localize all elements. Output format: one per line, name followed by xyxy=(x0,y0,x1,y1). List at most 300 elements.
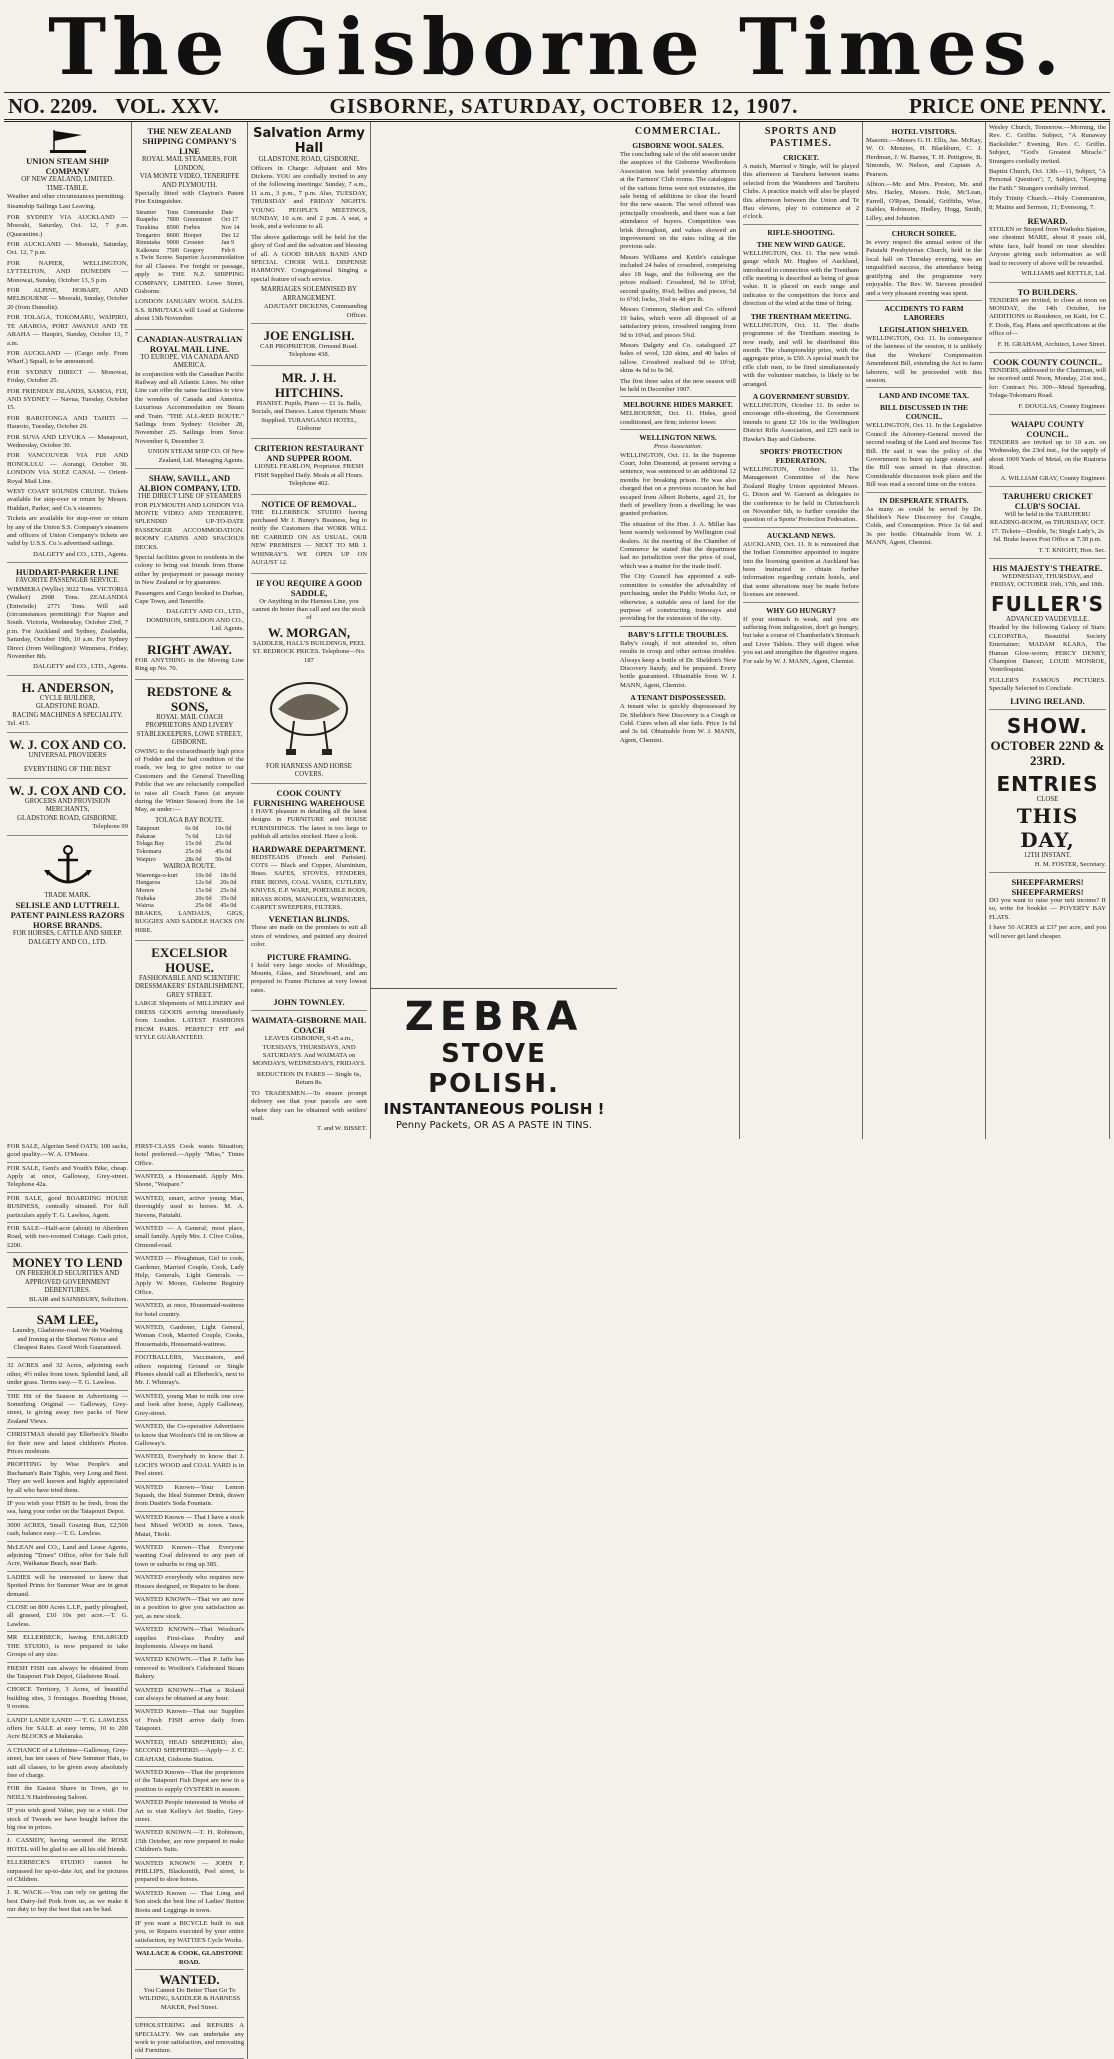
price: PRICE ONE PENNY. xyxy=(909,93,1106,118)
venetian-text: These are made on the premises to suit all sizes of windows, and painted any desired color. xyxy=(251,924,367,949)
table-cell: 15s 0d xyxy=(195,886,212,894)
article-heading: IN DESPERATE STRAITS. xyxy=(879,495,969,505)
flag-icon xyxy=(48,128,88,154)
shaw-subtitle: THE DIRECT LINE OF STEAMERS xyxy=(137,493,242,501)
morgan-title: W. MORGAN, xyxy=(267,624,351,640)
wanted-ad: WANTED Known — That Long and Son stock the best line of Ladies' Button Boots and Leggings in town. xyxy=(135,1888,244,1918)
hardware-text: BEDSTEADS (French and Parisian). COTS — Black and Copper, Aluminium, Brass. SAFES, STOVES, FENDERS, FIRE IRONS, COAL VASES, CUTLERY, KNIVES, E.P. WARE, PORTABLE RODS, BRASS RODS, MANGLES, WRINGERS, CARPET SWEEPERS, FILTERS. xyxy=(251,853,367,911)
table-cell: 20s 0d xyxy=(195,894,212,902)
wanted-ad: WANTED KNOWN—That a Roland can always be obtained at any hour. xyxy=(135,1685,244,1707)
article-subheading: LEGISLATION SHELVED. xyxy=(879,324,969,334)
wilding-text: You Cannot Do Better Than Go To WILDING, SADDLER & HARNESS MAKER, Peel Street. xyxy=(138,1987,241,2011)
table-row xyxy=(135,247,244,255)
theatre-title: HIS MAJESTY'S THEATRE. xyxy=(992,563,1103,574)
wjc-name: W. J. COX AND CO. xyxy=(9,782,126,798)
anderson-line: CYCLE BUILDER, xyxy=(39,694,96,702)
table-cell: 25s 0d xyxy=(215,840,232,848)
instant-label: 12TH INSTANT. xyxy=(1023,852,1072,860)
shaw-title: SHAW, SAVILL, AND ALBION COMPANY, LTD. xyxy=(138,473,241,494)
sailing-table xyxy=(135,209,244,255)
classified-ad: FOR the Easiest Shave in Town, go to NEILL'S Hairdressing Saloon. xyxy=(7,1783,128,1805)
hitchins-ad xyxy=(251,368,367,440)
wj-cox-ad-1 xyxy=(7,735,128,779)
salvation-text: Officers in Charge: Adjutant and Mrs Dickens. YOU are cordially invited to any of the following meetings: Sunday, 7 a.m., 11 a.m., 3 p.m., 7 p.m. Also, TUESDAY, THURSDAY and FRIDAY NIGHTS. YOUNG PEOPLE'S MEETINGS, SUNDAY, 10 a.m. and 2 p.m. A seat, a book, and a welcome to all. xyxy=(251,164,367,231)
table-cell: Tatapouri xyxy=(136,825,160,833)
table-cell: Nov 14 xyxy=(221,224,240,231)
table-cell: Hooper xyxy=(183,231,202,239)
article-heading: SPORTS' PROTECTION FEDERATION. xyxy=(759,446,843,465)
table-cell: Tolaga Bay xyxy=(136,840,165,848)
article-paragraph: The City Council has appointed a sub-committee to consider the advisability of purchasing, under the Public Works Act, or otherwise, a suitable area of land for the purpose of constructing tramways and providing for the extension of the city. xyxy=(620,573,736,623)
article-paragraph: WELLINGTON, Oct. 11. In the Legislative Council the Attorney-General moved the second reading of the Land and Income Tax Bill. He said it was the policy of the Government to burst up large estates, and the Bill was aimed in that direction. Considerable discussion took place and the Bill was read a second time on the voices. xyxy=(866,422,982,489)
wanted-ad: WANTED KNOWN — JOHN F. PHILLIPS, Blacksmith, Peel street, is prepared to shoe horses. xyxy=(135,1858,244,1888)
timetable-heading: TIME-TABLE. xyxy=(46,184,89,192)
classified-ad: J. R. WACK.—You can rely on getting the best Dairy-fed Pork from us, as we make it our duty to buy the best that can be had. xyxy=(7,1887,128,1917)
newspaper-title: The Gisborne Times. xyxy=(48,2,1066,93)
zebra-tagline: INSTANTANEOUS POLISH ! xyxy=(383,1099,605,1118)
wanted-ad: WALLACE & COOK, GLADSTONE ROAD. xyxy=(135,1948,244,1970)
classified-ad: PROFITING by Wise People's and Buchanan's Rain Tights, very Long and Best. They are well known and highly appreciated by all who have tried them. xyxy=(7,1459,128,1498)
classified-ad: FOR SALE, Algerian Seed OATS; 100 sacks, good quality.—W. A. O'Meara. xyxy=(7,1141,128,1163)
article-heading: BABY'S LITTLE TROUBLES. xyxy=(628,629,728,639)
article-paragraph: Masonic.—Messrs G. H. Ellis, Jas. McKay, W. O. Menzies, H. Blackburn, C. J. Herdman, J. W. Barnes, T. H. Pettigrew, B. Simonds, W. Nelson, and Captain A. Pearson. xyxy=(866,137,982,178)
article-heading: HOTEL VISITORS. xyxy=(891,127,957,136)
church-notice: Holy Trinity Church.—Holy Communion, 8; Matins and Sermon, 11; Evensong, 7. xyxy=(989,195,1106,211)
wanted-ad: WANTED Known—That Everyone wanting Coal delivered to any part of town or suburbs to ring up 385. xyxy=(135,1542,244,1572)
press-association: Press Association. xyxy=(653,443,703,451)
wanted-ad: WANTED KNOWN.—That P. Jaffe has removed to Woolton's Celebrated Steam Bakery. xyxy=(135,1654,244,1684)
table-cell: Jan 9 xyxy=(221,239,235,247)
table-cell: 18s 0d xyxy=(220,871,237,879)
wanted-ad: WANTED — Ploughman, Girl to cook, Gardener, Married Couple, Cook, Lady Help, Generals, Light Generals. — Apply W. Moore, Gisborne Registry Office. xyxy=(135,1253,244,1300)
reward-title: REWARD. xyxy=(1027,216,1068,227)
waimata-title: WAIMATA-GISBORNE MAIL COACH xyxy=(251,1015,367,1036)
classified-ad: THE Hit of the Season in Advertising — Something Original — Galloway, Grey-street, is giving away two packs of New Zealand Views. xyxy=(7,1391,128,1430)
classified-ad: CHOICE Territory, 3 Acres, of beautiful building sites, 3 frontages. Boarding House, 9 rooms. xyxy=(7,1684,128,1714)
hp-title: HUDDART-PARKER LINE xyxy=(16,567,119,578)
table-cell: 45s 0d xyxy=(220,902,237,910)
wanted-ad: WANTED, smart, active young Man, thoroughly used to horses. M. A. Stevens, Patutahi. xyxy=(135,1193,244,1223)
table-row xyxy=(135,856,244,864)
table-cell: Morere xyxy=(136,886,155,894)
table-cell: 8600 xyxy=(166,231,179,239)
classified-ad: IF you wish good Value, pay us a visit. Our stock of Tweeds we have bought before the big rise in prices. xyxy=(7,1805,128,1835)
sailing-line: WEST COAST SOUNDS CRUISE. Tickets available for stop-over or return by Messrs. Huddart, Parker, and Co.'s steamers. xyxy=(7,488,128,512)
fullers-ad xyxy=(989,561,1106,710)
article-heading: THE TRENTHAM MEETING. xyxy=(750,311,852,321)
zebra-subtitle: STOVE POLISH. xyxy=(428,1038,560,1099)
table-cell: 7800 xyxy=(166,216,179,224)
column-7 xyxy=(986,122,1110,1139)
table-cell: Tokomaru xyxy=(136,848,162,856)
wilding-ad xyxy=(135,1970,244,2018)
table-cell: 25s 0d xyxy=(220,886,237,894)
living-ireland: LIVING IRELAND. xyxy=(1010,695,1085,706)
weather-note: Weather and other circumstances permitting. xyxy=(7,193,125,200)
article-heading: RIFLE-SHOOTING. xyxy=(767,227,835,237)
sam-lee-ad xyxy=(7,1310,128,1358)
table-row xyxy=(135,848,244,856)
sailing-line: FOR TOLAGA, TOKOMARU, WAIPIRO, TE ARAROA, PORT AWANUI AND TE ARAHA — Haupiri, Sunday, October 13, 7 a.m. xyxy=(7,314,128,347)
waimata-coach-ad xyxy=(251,1013,367,1136)
anderson-line: RACING MACHINES A SPECIALITY. xyxy=(12,711,123,719)
article-subheading: BILL DISCUSSED IN THE COUNCIL. xyxy=(880,403,968,422)
table-cell: 20s 0d xyxy=(220,879,237,887)
usco-subtitle: OF NEW ZEALAND, LIMITED. xyxy=(21,176,114,183)
table-cell: Pakarae xyxy=(136,832,156,840)
shaw-savill-ad xyxy=(135,471,244,638)
taruheru-text: Will be held in the TARUHERU READING-ROOM, on THURSDAY, OCT. 17. Tickets—Double, 5s; Single Lady's, 2s 6d. Brake leaves Post Office at 7.30 p.m. xyxy=(989,511,1106,544)
issue-number: NO. 2209. xyxy=(8,93,98,118)
zebra-title: ZEBRA xyxy=(404,993,584,1040)
wanted-ad: WANTED Known—Your Lemon Squash, the Ideal Summer Drink, drawn from Dustin's Soda Fountain. xyxy=(135,1482,244,1512)
article-paragraph: Albion.—Mr. and Mrs. Preston, Mr. and Mrs. Harley, Messrs. Hole, Mc'Lean, Farrell, O'Ryan, Donald, Griffiths, Wise, Stables, Robinson, Hedley, Hogg, Smith, Lilley, and Johnston. xyxy=(866,181,982,222)
article-paragraph: Messrs Dalgety and Co. catalogued 27 bales of wool, 120 skins, and 40 bales of tallow. Crossbred realised 9d to 10½d; skins 4s 6d to 6s 9d. xyxy=(620,341,736,375)
salvation-text: The above gatherings will be held for the glory of God and the salvation and blessing of all. A GOOD BRASS BAND AND SPECIAL CHOIR WILL DISPENSE HARMONY. Congregational Singing a special feature of each service. xyxy=(251,233,367,283)
table-row xyxy=(135,216,244,224)
cook-council-ad xyxy=(989,355,1106,415)
article-paragraph: The situation of the Hon. J. A. Millar has been warmly welcomed by Wellington coal dealers. At the meeting of the Chamber of Commerce he stated that the department had no jurisdiction over the price of coal, which was a matter for the trade itself. xyxy=(620,520,736,570)
article-paragraph: WELLINGTON, Oct. 11. The new wind-gauge which Mr. Hughes of Auckland, introduced in connection with the Trentham rifle meeting is described as being of great value. It is placed on each range and indicates to the competitors the force and direction of the wind at the time of firing. xyxy=(743,249,859,308)
show-sig: H. M. FOSTER, Secretary. xyxy=(1034,860,1106,868)
article-paragraph: Messrs Williams and Kettle's catalogue included 24 bales of crossbred, comprising also 18 bags, and the following are the prices realised: Crossbred, 9d to 10½d; second quality, 8¼d; bellies and pieces, 5d to 6½d; locks, 3¼d to 4d per lb. xyxy=(620,253,736,303)
wanted-ad: FOOTBALLERS, Vaccinators, and others requiring Ground or Single Phones should call at Ellerbeck's, next to Mr. J. Whinray's. xyxy=(135,1352,244,1391)
wjc-line: UNIVERSAL PROVIDERS xyxy=(28,751,107,759)
sheepfarmers-title: SHEEPFARMERS! SHEEPFARMERS! xyxy=(1011,877,1084,897)
article-paragraph: If your stomach is weak, and you are suffering from indigestion, don't go hungry, but take a course of Chamberlain's Stomach and Liver Tablets. They will digest what you eat and strengthen the digestive organs. For sale by W. J. MANN, Agent, Chemist. xyxy=(743,615,859,665)
cook-council-text: TENDERS, addressed to the Chairman, will be received until Noon, Monday, 21st inst., for: Contract No. 300—Metal Spreading, Tolaga-Tokomaru Road. xyxy=(989,366,1106,400)
classified-ad: ELLERBECK'S STUDIO cannot be surpassed for up-to-date Art, and for pictures of Children. xyxy=(7,1857,128,1887)
removal-ad xyxy=(251,497,367,574)
wanted-ad: WANTED, Everybody to know that J. LOCH'S WOOD and COAL YARD is in Peel street. xyxy=(135,1451,244,1481)
zebra-packaging: Penny Packets, OR AS A PASTE IN TINS. xyxy=(395,1119,593,1131)
reward-ad xyxy=(989,214,1106,282)
wanted-ad: WANTED, Gardener, Light General, Woman Cook, Married Couple, Cooks, Housemaids, Housemaid-waitress. xyxy=(135,1322,244,1352)
framing-text: I hold very large stocks of Mouldings, Mounts, Glass, and Strawboard, and am prepared to Frame Pictures at very lowest rates. xyxy=(251,961,367,994)
table-cell: 7500 xyxy=(166,246,179,254)
salvation-title: Salvation Army Hall xyxy=(253,126,365,156)
classified-ad: CLOSE on 800 Acres L.I.P., partly ploughed, all grassed, £10 10s per acre.—T. G. Lawless. xyxy=(7,1602,128,1632)
article-paragraph: WELLINGTON, October 11. The Management Committee of the New Zealand Rugby Union appointed Messrs. G. Dixon and W. Garrard as delegates to the conference to be held in Christchurch on November 6th, to further consider the question of a Sports' Protection Federation. xyxy=(743,465,859,524)
nz-via: VIA MONTE VIDEO, TENERIFFE AND PLYMOUTH. xyxy=(139,173,240,189)
townley-sig: JOHN TOWNLEY. xyxy=(273,997,345,1008)
money-sig: BLAIR and SAINSBURY, Solicitors. xyxy=(29,1295,128,1303)
anderson-name: H. ANDERSON, xyxy=(21,679,114,695)
salisle-line: FOR HORSES, CATTLE AND SHEEP. DALGETY AND CO., LTD. xyxy=(12,930,123,946)
table-row xyxy=(135,887,244,895)
table-cell: 35s 0d xyxy=(220,894,237,902)
removal-text: THE ELLERBECK STUDIO having purchased Mr J. Bunny's Business, beg to notify the Customers that WORK WILL BE CARRIED ON AS USUAL. OUR NEW PREMISES — NEXT TO MR J. WHINRAY'S. WE OPEN UP ON AUGUST 12. xyxy=(251,508,367,567)
sailing-line: FOR ALPINE, HOBART, AND MELBOURNE — Moeraki, Sunday, October 20 (from Dunedin). xyxy=(7,287,128,311)
cook-county-text: I HAVE pleasure in detailing all the latest designs in FURNITURE and HOUSE FURNISHINGS. The latest is too large to publish all articles stocked. Have a look. xyxy=(251,807,367,841)
money-title: MONEY TO LEND xyxy=(12,1255,123,1271)
table-header: Commander xyxy=(183,208,214,216)
removal-title: NOTICE OF REMOVAL. xyxy=(261,498,357,509)
shaw-agent: DALGETY AND CO., LTD., DOMINION, SHELDON AND CO., Ltd. Agents. xyxy=(146,608,244,633)
table-cell: Turakina xyxy=(136,224,159,231)
classified-ad: FOR SALE, Gent's and Youth's Bike, cheap. Apply at once, Galloway, Grey-street. Telephone 42a. xyxy=(7,1163,128,1193)
salisle-title: SELISLE AND LUTTRELL PATENT PAINLESS RAZORS HORSE BRANDS. xyxy=(10,900,125,931)
nz-lit: Specially fitted with Clayton's Patent Fire Extinguisher. xyxy=(135,190,244,206)
wanted-ad: WANTED — A General; most place, small family. Apply Mrs. J. Clive Colins, Ormond-road. xyxy=(135,1223,244,1253)
table-cell: 15s 0d xyxy=(185,840,202,848)
wanted-ad: WANTED People interested in Works of Art to visit Kelley's Art Studio, Grey-street. xyxy=(135,1797,244,1827)
sailing-line: Steamship Sailings Last Leaving. xyxy=(7,203,96,211)
waimata-sig: T. and W. BISSET. xyxy=(317,1125,367,1133)
sailing-line: FOR NAPIER, WELLINGTON, LYTTELTON, AND DUNEDIN — Monowai, Sunday, October 13, 5 p.m. xyxy=(7,259,128,284)
table-cell: Nuhaka xyxy=(136,894,156,902)
volume-number: VOL. XXV. xyxy=(115,93,219,118)
shaw-text: FOR PLYMOUTH AND LONDON VIA MONTE VIDEO AND TENERIFFE. SPLENDID UP-TO-DATE PASSENGER ACCOMMODATION. ROOMY CABINS AND SPACIOUS DECKS. xyxy=(135,501,244,551)
article-heading: WELLINGTON NEWS. xyxy=(639,433,717,443)
table-cell: 9000 xyxy=(166,239,179,247)
wanted-ad: IF you want a BICYCLE built to suit you, or Repairs executed by your entire satisfaction, try WATTIE'S Cycle Works. xyxy=(135,1918,244,1948)
article-heading: MELBOURNE HIDES MARKET. xyxy=(623,400,733,410)
table-header: Tons xyxy=(166,208,179,216)
show-dates: OCTOBER 22ND & 23RD. xyxy=(990,737,1105,768)
hardware-title: HARDWARE DEPARTMENT. xyxy=(252,843,366,854)
article-heading: WHY GO HUNGRY? xyxy=(766,605,836,615)
table-cell: Waipiro xyxy=(136,855,156,863)
masthead xyxy=(4,4,1110,93)
table-cell: Crossier xyxy=(183,239,204,247)
article-paragraph: The concluding sale of the old season under the auspices of the Gisborne Woolbrokers Association was held yesterday afternoon at the Farmers' Club rooms. The catalogues of the various firms were not extensive, the sale being of additions to clear the board for the new season. The wool offered was principally crossbreds, and there was a fair attendance of buyers. Competition was brisk throughout, and values showed an improvement on the rates ruling at the previous sale. xyxy=(620,151,736,251)
cook-council-title: COOK COUNTY COUNCIL. xyxy=(992,356,1102,367)
money-to-lend-ad xyxy=(7,1253,128,1308)
wanted-ad: WANTED KNOWN—That we are now in a position to give you satisfaction as yet, as new stock. xyxy=(135,1594,244,1624)
taruheru-title: TARUHERU CRICKET CLUB'S SOCIAL xyxy=(1002,491,1093,511)
table-cell: 28s 0d xyxy=(185,855,202,863)
fullers-text: Headed by the following Galaxy of Stars: CLEOPATRA, Beautiful Society Entertainer; MADAM KLARA, The Human Glow-worm; PERCY DENBY, Champion Dancer; LOUIE MONROE, Ventriloquist. xyxy=(989,624,1106,674)
close-label: CLOSE xyxy=(1036,795,1059,803)
salvation-army-ad xyxy=(251,124,367,324)
classified-ad: A CHANCE of a Lifetime—Galloway, Grey-street, has ten cases of New Summer Hats, to suit all classes, to be given away absolutely free of charge. xyxy=(7,1745,128,1784)
salvation-sig: ADJUTANT DICKENS, Commanding Officer. xyxy=(263,303,367,319)
columns xyxy=(4,122,1110,2055)
table-cell: 45s 0d xyxy=(215,848,232,856)
article-paragraph: Baby's cough, if not attended to, often results in croup and other serious troubles. Always keep a bottle of Dr. Sheldon's New Discovery handy, and be prepared. Every bottle guaranteed. Obtainable from W. J. MANN, Agent, Chemist. xyxy=(620,639,736,689)
hp-subtitle: FAVORITE PASSENGER SERVICE. xyxy=(15,577,120,585)
article-paragraph: As many as could be served by Dr. Sheldon's New Discovery for Coughs, Colds, and Consumption. Price 1s 6d and 3s per bottle. Obtainable from W. J. MANN, Agent, Chemist. xyxy=(866,505,982,547)
column-4 xyxy=(617,122,740,1139)
waimata-text: REDUCTION IN FARES — Single 6s, Return 8s. xyxy=(256,1070,362,1087)
table-cell: Wairoa xyxy=(136,902,154,910)
table-cell: Dec 12 xyxy=(221,231,239,239)
table-cell: 8500 xyxy=(166,224,179,231)
builders-ad xyxy=(989,285,1106,353)
cpr-agent: UNION STEAM SHIP CO. Of New Zealand, Ltd. Managing Agents. xyxy=(147,448,244,464)
article-paragraph: WELLINGTON, Oct. 11. The drafts programme of the Trentham meeting is now ready, and will be distributed this month. The championship prize, with the aggregate prize, is £50. A special match for rifle club men, to be fired simultaneously with the volunteer matches, is likely to be arranged. xyxy=(743,321,859,388)
sailing-line: FOR SUVA AND LEVUKA — Manapouri, Wednesday, October 30. xyxy=(7,433,128,449)
builders-title: TO BUILDERS. xyxy=(1017,286,1078,297)
cpr-title: CANADIAN-AUSTRALIAN ROYAL MAIL LINE. xyxy=(136,333,243,354)
column-6 xyxy=(863,122,986,1139)
anchor-trademark-icon xyxy=(38,844,98,888)
classified-ad: MR ELLERBECK, having ENLARGED THE STUDIO, is now prepared to take Groups of any size. xyxy=(7,1632,128,1662)
wj-cox-ad-2 xyxy=(7,781,128,836)
venetian-title: VENETIAN BLINDS. xyxy=(268,914,350,925)
wjc-tel: Telephone 99 xyxy=(92,823,128,831)
excelsior-subtitle: FASHIONABLE AND SCIENTIFIC DRESSMAKERS' ESTABLISHMENT, GREY STREET. xyxy=(135,974,244,999)
table-cell: 25s 0d xyxy=(185,848,202,856)
table-cell: 50s 0d xyxy=(215,855,232,863)
classified-ad: 32 ACRES and 32 Acres, adjoining each other, 4½ miles from town. Splendid land, all under grass. Terms easy.—T. G. Lawless. xyxy=(7,1360,128,1390)
shaw-text: Special facilities given to residents in the colony to bring out friends from Home either by prepayment or passage money in New Zealand or by guarantee. xyxy=(135,554,244,587)
table-cell: Gregory xyxy=(183,246,204,254)
reward-text: STOLEN or Strayed from Waikohu Station, one chestnut MARE, about 8 years old, white face, half brand on near shoulder. Anyone giving such information as will lead to recovery of above will be rewarded. xyxy=(989,226,1106,267)
column-3 xyxy=(248,122,371,1139)
samlee-text: Laundry, Gladstone-road. We do Washing and Ironing at the Shortest Notice and Cheapest Rates. Good Work Guaranteed. xyxy=(12,1327,123,1351)
article-heading: CHURCH SOIREE. xyxy=(891,229,957,239)
article-subheading: THE NEW WIND GAUGE. xyxy=(756,239,846,249)
table-cell: Oct 17 xyxy=(221,216,238,224)
table-cell: 7s 6d xyxy=(185,832,199,840)
wjc-line: GROCERS AND PROVISION MERCHANTS, xyxy=(24,797,111,814)
morgan-text: SADDLER, HALL'S BUILDINGS, PEEL ST. REDROCK PRICES. Telephone—No. 187 xyxy=(252,639,366,664)
criterion-text: LIONEL FEARLON, Proprietor. FRESH FISH Supplied Daily. Meals at all Hours. Telephone 402. xyxy=(254,463,364,488)
joe-english-ad xyxy=(251,326,367,366)
article-paragraph: Messrs Common, Shelton and Co. offered 19 bales, which were all disposed of at satisfactory prices, crossbred ranging from 9d to 10¼d, and pieces 5¾d. xyxy=(620,306,736,339)
hitchins-title: MR. J. H. HITCHINS. xyxy=(274,369,344,400)
redstone-subtitle: ROYAL MAIL COACH PROPRIETORS AND LIVERY STABLEKEEPERS, LOWE STREET, GISBORNE. xyxy=(136,713,243,746)
sheepfarmers-ad xyxy=(989,875,1106,946)
criterion-title: CRITERION RESTAURANT AND SUPPER ROOM. xyxy=(254,443,364,464)
right-away-title: RIGHT AWAY. xyxy=(147,641,232,657)
waimata-text: TO TRADESMEN.—To ensure prompt delivery see that your parcels are sent where they can be obtained with settlers' mail. xyxy=(251,1089,367,1122)
table-cell: 12s 6d xyxy=(195,879,212,887)
waimata-text: LEAVES GISBORNE, 9.45 a.m., TUESDAYS, THURSDAYS, AND SATURDAYS. And WAIMATA on MONDAYS, WEDNESDAYS, FRIDAYS. xyxy=(252,1035,366,1068)
church-notice: Baptist Church, Oct. 13th.—11, Subject, "A Personal Question"; 7, Subject, "Keeping the Faith." Strangers cordially invited. xyxy=(989,168,1106,192)
issue-date: GISBORNE, SATURDAY, OCTOBER 12, 1907. xyxy=(329,93,799,118)
huddart-parker-ad xyxy=(7,565,128,676)
table-row xyxy=(135,239,244,247)
usco-title: UNION STEAM SHIP COMPANY xyxy=(26,156,109,176)
section-heading-sports: SPORTS AND PASTIMES. xyxy=(764,126,838,149)
classified-ad: CHRISTMAS should pay Ellerbeck's Studio for their new and latest children's Photos. Prices moderate. xyxy=(7,1429,128,1459)
saddle-heading: IF YOU REQUIRE A GOOD SADDLE, xyxy=(255,577,363,598)
usco-agents: DALGETY and CO., LTD., Agents. xyxy=(33,550,128,558)
table-row xyxy=(135,879,244,887)
redstone-title: REDSTONE & SONS, xyxy=(146,683,233,714)
taruheru-social-ad xyxy=(989,489,1106,559)
table-cell: Waerenga-o-kuri xyxy=(136,871,178,879)
table-cell: Hangaroa xyxy=(136,879,161,887)
samlee-title: SAM LEE, xyxy=(36,1312,99,1328)
article-heading: GISBORNE WOOL SALES. xyxy=(632,141,724,150)
canadian-australian-ad xyxy=(135,332,244,469)
excelsior-text: LARGE Shipments of MILLINERY and DRESS GOODS arriving immediately from London. LATEST FASHIONS FROM PARIS. PERFECT FIT and STYLE GUARANTEED. xyxy=(135,1000,244,1042)
table-row xyxy=(135,825,244,833)
excelsior-title: EXCELSIOR HOUSE. xyxy=(151,944,228,975)
sailing-line: FOR SYDNEY VIA AUCKLAND — Moeraki, Saturday, Oct. 12, 7 p.m. (Quarantine.) xyxy=(7,213,128,238)
newspaper-page xyxy=(4,2,1110,2055)
wanted-ad: FIRST-CLASS Cook wants Situation; hotel preferred.—Apply "Miss," Times Office. xyxy=(135,1141,244,1171)
union-steamship-ad xyxy=(7,124,128,563)
classified-ad: LAND! LAND! LAND! — T. G. LAWLESS offers for SALE at easy terms, 10 to 200 Acre BLOCKS at Makaraka. xyxy=(7,1715,128,1745)
column-2 xyxy=(132,122,248,1139)
money-text: ON FREEHOLD SECURITIES AND APPROVED GOVERNMENT DEBENTURES. xyxy=(15,1270,120,1295)
wilding-title: WANTED. xyxy=(159,1972,220,1988)
table-row xyxy=(135,840,244,848)
classified-ad: FOR SALE—Half-acre (about) in Aberdeen Road, with two-roomed Cottage. Cash price, £200. xyxy=(7,1223,128,1253)
waiapu-sig: A. WILLIAM GRAY, County Engineer. xyxy=(1000,474,1106,482)
article-heading: A GOVERNMENT SUBSIDY. xyxy=(752,391,850,401)
builders-sig: F. H. GRAHAM, Architect, Lowe Street. xyxy=(997,340,1106,348)
sheepfarmers-text: I have 50 ACRES at £37 per acre, and you will never get land cheaper. xyxy=(989,924,1106,940)
waiapu-text: TENDERS are invited up to 10 a.m. on Wednesday, the 23rd inst., for the supply of about 1000 Yards of Metal, on the Ruatoria Road. xyxy=(989,438,1106,472)
reward-sig: WILLIAMS and KETTLE, Ltd. xyxy=(1021,270,1106,278)
wjc-line: EVERYTHING OF THE BEST xyxy=(24,766,111,774)
framing-title: PICTURE FRAMING. xyxy=(266,951,352,962)
joe-title: JOE ENGLISH. xyxy=(263,328,355,343)
fare-table xyxy=(135,872,244,910)
fullers-text: FULLER'S FAMOUS PICTURES. Specially Selected to Conclude. xyxy=(989,676,1106,693)
sailing-line: FOR SYDNEY DIRECT — Monowai, Friday, October 25. xyxy=(7,368,128,385)
wanted-ad: WANTED, young Man to milk one cow and look after horse, Apply Galloway, Grey-street. xyxy=(135,1391,244,1421)
article-paragraph: WELLINGTON, Oct. 11. In the Supreme Court, John Desmond, at present serving a sentence, was sentenced to an additional 12 months for breaking prison. He was also charged that on a previous occasion he had escaped from Albert Roberts, aged 21, for theft of jewellery from a dwelling; he was granted probation. xyxy=(620,451,736,518)
nz-subtitle: ROYAL MAIL STEAMERS, FOR LONDON, xyxy=(141,156,238,172)
hitchins-text: PIANIST. Pupils, Piano — £1 1s. Balls, Socials, and Dances. Latest Operatic Music Supplied. TURANGANUI HOTEL, Gisborne xyxy=(251,399,367,433)
route-heading: WAIROA ROUTE. xyxy=(163,863,216,871)
table-row xyxy=(135,833,244,841)
column-8 xyxy=(4,1139,132,2059)
anderson-line: GLADSTONE ROAD. xyxy=(35,703,100,711)
article-heading: CRICKET. xyxy=(783,153,819,162)
salisle-ad xyxy=(7,838,128,951)
wanted-ad: WANTED KNOWN.—T. H. Robinson, 15th October, are now prepared to make Children's Suits. xyxy=(135,1827,244,1857)
theatre-dates: WEDNESDAY, THURSDAY, and FRIDAY, OCTOBER 16th, 17th, and 18th. xyxy=(990,573,1105,589)
classified-ad: 3000 ACRES, Small Grazing Run, £2,500 cash, balance easy.—T. G. Lawless. xyxy=(7,1520,128,1542)
column-9 xyxy=(132,1139,248,2059)
excelsior-ad xyxy=(135,943,244,1048)
article-heading: ACCIDENTS TO FARM LABORERS xyxy=(884,303,964,322)
article-paragraph: MELBOURNE, Oct. 11. Hides, good conditioned, are firm; inferior lower. xyxy=(620,410,736,426)
table-header: Steamer xyxy=(136,208,157,216)
wanted-ad: WANTED Known — That I have a stock best Mixed WOOD in town. Tawa, Matai, Titoki. xyxy=(135,1512,244,1542)
classified-ad: IF you wish your FISH to be fresh, from the sea, hang your order on the Tatapouri Depot. xyxy=(7,1498,128,1520)
salvation-subtitle: GLADSTONE ROAD, GISBORNE. xyxy=(258,156,360,163)
waiapu-title: WAIAPU COUNTY COUNCIL. xyxy=(1010,418,1085,439)
cook-county-title: COOK COUNTY FURNISHING WAREHOUSE xyxy=(253,787,365,808)
sailing-line: FOR RAROTONGA AND TAHITI — Hauroto, Tuesday, October 29. xyxy=(7,414,128,431)
wanted-ad: WANTED, HEAD SHEPHERD; also, SECOND SHEPHERD.—Apply— J. C. GRAHAM, Gisborne Station. xyxy=(135,1737,244,1767)
cpr-text: In conjunction with the Canadian Pacific Railway and all Atlantic Lines. No other Line can offer the same facilities to view the wonders of Canada and America. Luxurious Accommodation on Steam and Train. "THE ALL-RED ROUTE." Sailings from Sydney: October 28, November 25. Sailings from Suva: November 6, December 3. xyxy=(135,370,244,445)
wanted-ad: UPHOLSTERING and REPAIRS A SPECIALTY. We can undertake any work to your satisfaction, and renovating old Furniture. xyxy=(135,2020,244,2059)
table-cell: Tongariro xyxy=(136,231,161,239)
table-cell: Greenstreet xyxy=(183,216,212,224)
fare-table xyxy=(135,825,244,863)
article-paragraph: WELLINGTON, October 11. In order to encourage rifle-shooting, the Government intends to grant £2 10s to the Wellington District Rifle Association, and £25 each to Hawke's Bay and Gisborne. xyxy=(743,401,859,443)
joe-text: CAB PROPRIETOR. Ormond Road. Telephone 438. xyxy=(260,343,358,359)
classified-ad: LADIES will be interested to know that Spotted Prints for Summer Wear are in great demand. xyxy=(7,1572,128,1602)
article-paragraph: In every respect the annual soiree of the Patutahi Presbyterian Church, held in the local hall on Thursday evening, was an unqualified success, the attendance being gratifying and the programme very enjoyable. The Rev. W. Stevens presided and a very pleasant evening was spent. xyxy=(866,239,982,297)
classified-ad: FOR SALE, good BOARDING HOUSE BUSINESS, centrally situated. For full particulars apply T. G. Lawless, Agent. xyxy=(7,1193,128,1223)
table-cell: 10s 0d xyxy=(195,871,212,879)
wjc-line: GLADSTONE ROAD, GISBORNE. xyxy=(17,814,118,822)
classified-ad: J. CASSIDY, having secured the ROSE HOTEL will be glad to see all his old friends. xyxy=(7,1835,128,1857)
cpr-subtitle: TO EUROPE, VIA CANADA AND AMERICA. xyxy=(140,353,239,370)
brakes-text: BRAKES, LANDAUS, GIGS, BUGGIES AND SADDLE HACKS ON HIRE. xyxy=(135,909,244,934)
criterion-ad xyxy=(251,441,367,494)
builders-text: TENDERS are invited, to close at noon on MONDAY, the 14th October, for ADDITIONS to Residence, on Kaiti, for C. F. Dods, Esq. Plans and specifications at the office of— xyxy=(989,296,1106,338)
show-title: SHOW. xyxy=(1006,713,1089,738)
article-heading: AUCKLAND NEWS. xyxy=(766,530,836,540)
sailing-line: FOR VANCOUVER VIA FIJI AND HONOLULU — Aorangi, October 30. LONDON VIA SUEZ CANAL — Orient-Royal Mail Line. xyxy=(7,452,128,485)
wanted-ad: WANTED Known—That our Supplies of Fresh FISH arrive daily from Tatapouri. xyxy=(135,1706,244,1736)
table-cell: Forbes xyxy=(183,224,201,231)
taruheru-sig: T. T. KNIGHT, Hon. Sec. xyxy=(1038,546,1106,554)
column-1 xyxy=(4,122,132,1139)
